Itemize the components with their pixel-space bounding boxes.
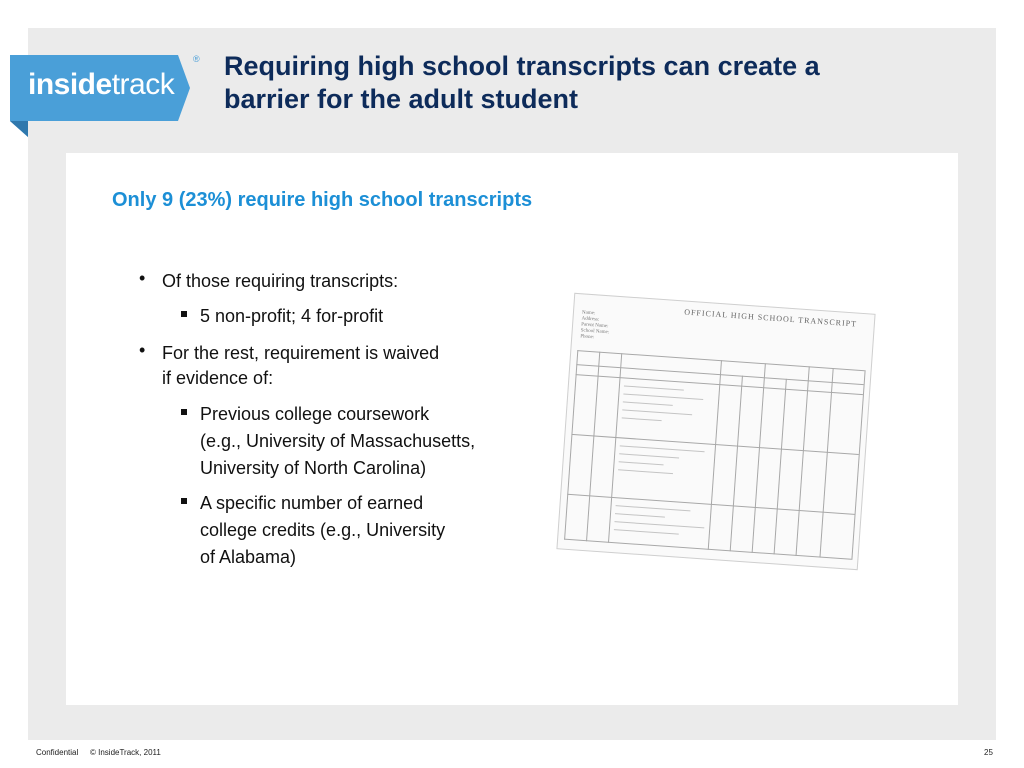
transcript-field: School Name: (580, 328, 610, 336)
sub-bullet-square (181, 409, 187, 415)
registered-mark: ® (193, 54, 200, 64)
bullet-dot: • (139, 268, 146, 288)
transcript-field: Name: (581, 310, 596, 317)
transcript-text-line (615, 513, 665, 517)
logo-text (28, 68, 174, 102)
transcript-field: Phone: (580, 334, 595, 341)
transcript-heading: OFFICIAL HIGH SCHOOL TRANSCRIPT (683, 307, 858, 329)
logo-text-inside: inside (28, 68, 112, 101)
logo-text-track: track (111, 68, 175, 101)
sub-bullet-item-line: Previous college coursework (200, 404, 430, 424)
sub-bullet-square (181, 311, 187, 317)
transcript-text-line (622, 417, 662, 421)
transcript-field: Address: (581, 316, 600, 323)
transcript-table-line (819, 368, 833, 558)
slide-title (224, 50, 964, 116)
footer-copyright: © InsideTrack, 2011 (90, 748, 161, 757)
sub-bullet-item-line: University of North Carolina) (200, 458, 427, 478)
slide-title-line1: Requiring high school transcripts can create a (224, 51, 820, 81)
transcript-fields (580, 310, 610, 342)
slide-title-line2: barrier for the adult student (224, 84, 579, 114)
sub-bullet-item: 5 non-profit; 4 for-profit (200, 306, 384, 326)
transcript-text-line (623, 393, 703, 400)
transcript-table-line (708, 360, 722, 550)
transcript-text-line (623, 401, 673, 405)
insidetrack-logo (10, 55, 190, 121)
bullet-item: Of those requiring transcripts: (162, 271, 399, 291)
transcript-text-line (619, 461, 664, 465)
sub-bullet-item-line: of Alabama) (200, 547, 297, 567)
transcript-table-line (774, 379, 787, 555)
transcript-field: Parent Name: (580, 322, 609, 330)
bullet-item-line: For the rest, requirement is waived (162, 343, 440, 363)
transcript-text-line (614, 521, 704, 528)
transcript-table-line (564, 350, 578, 540)
transcript-table-line (586, 352, 600, 542)
transcript-table-line (730, 376, 743, 552)
sub-bullet-square (181, 498, 187, 504)
transcript-text-line (616, 505, 691, 511)
transcript-image (555, 285, 890, 593)
slide-subtitle: Only 9 (23%) require high school transcripts (112, 189, 533, 211)
transcript-table-line (851, 370, 865, 560)
bullet-dot: • (139, 340, 146, 360)
transcript-text-line (622, 409, 692, 415)
sub-bullet-item-line: A specific number of earned (200, 493, 424, 513)
page-number: 25 (984, 748, 993, 757)
transcript-table-line (752, 363, 766, 553)
transcript-table-line (796, 366, 810, 556)
transcript-text-line (620, 445, 705, 452)
transcript-document (556, 293, 875, 570)
transcript-text-line (619, 453, 679, 458)
transcript-text-line (618, 469, 673, 474)
sub-bullet-item-line: (e.g., University of Massachusetts, (200, 431, 476, 451)
footer-confidential: Confidential (36, 748, 79, 757)
sub-bullet-item-line: college credits (e.g., University (200, 520, 446, 540)
transcript-text-line (624, 385, 684, 390)
bullet-item-line: if evidence of: (162, 368, 274, 388)
transcript-text-line (614, 529, 679, 535)
